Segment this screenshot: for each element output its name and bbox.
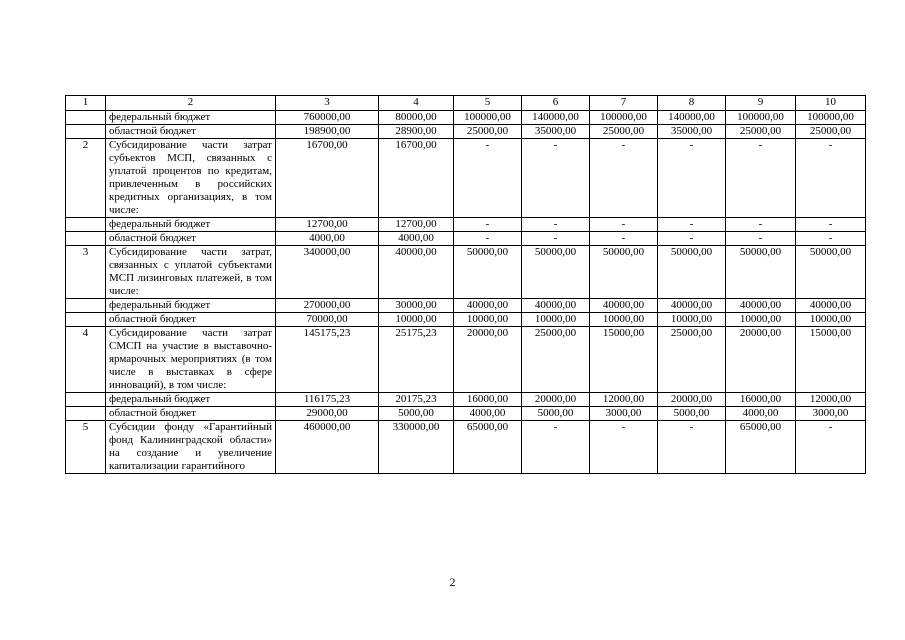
amount-cell: 16700,00 [379, 139, 454, 218]
amount-cell: - [796, 218, 866, 232]
amount-cell: 40000,00 [658, 299, 726, 313]
amount-cell: - [796, 139, 866, 218]
budget-source: областной бюджет [106, 313, 276, 327]
amount-cell: - [454, 139, 522, 218]
item-row [66, 246, 866, 299]
amount-cell: - [590, 421, 658, 474]
item-number [66, 407, 106, 421]
item-row [66, 139, 866, 218]
amount-cell: - [658, 232, 726, 246]
table-body [66, 96, 866, 474]
amount-cell: 760000,00 [276, 111, 379, 125]
amount-cell: 50000,00 [796, 246, 866, 299]
header-cell: 4 [379, 96, 454, 111]
item-number [66, 218, 106, 232]
amount-cell: 80000,00 [379, 111, 454, 125]
budget-source: федеральный бюджет [106, 299, 276, 313]
item-row [66, 327, 866, 393]
amount-cell: 12700,00 [379, 218, 454, 232]
amount-cell: 16700,00 [276, 139, 379, 218]
amount-cell: 40000,00 [796, 299, 866, 313]
item-number [66, 111, 106, 125]
amount-cell: - [522, 139, 590, 218]
budget-source-row [66, 299, 866, 313]
amount-cell: 4000,00 [726, 407, 796, 421]
amount-cell: 10000,00 [590, 313, 658, 327]
amount-cell: 100000,00 [796, 111, 866, 125]
amount-cell: - [796, 232, 866, 246]
item-number [66, 299, 106, 313]
amount-cell: 3000,00 [796, 407, 866, 421]
budget-source-row [66, 125, 866, 139]
amount-cell: - [522, 218, 590, 232]
header-cell: 10 [796, 96, 866, 111]
amount-cell: 100000,00 [454, 111, 522, 125]
amount-cell: 25000,00 [726, 125, 796, 139]
amount-cell: - [658, 421, 726, 474]
header-row [66, 96, 866, 111]
header-cell: 8 [658, 96, 726, 111]
item-number [66, 393, 106, 407]
amount-cell: - [726, 232, 796, 246]
amount-cell: 460000,00 [276, 421, 379, 474]
budget-source: областной бюджет [106, 125, 276, 139]
item-description: Субсидии фонду «Гарантийный фонд Калининградской области» на создание и увеличение капитализации гарантийного [106, 421, 276, 474]
budget-source-row [66, 393, 866, 407]
item-row [66, 421, 866, 474]
budget-source: федеральный бюджет [106, 111, 276, 125]
amount-cell: 40000,00 [379, 246, 454, 299]
amount-cell: 50000,00 [590, 246, 658, 299]
amount-cell: 10000,00 [658, 313, 726, 327]
amount-cell: - [522, 421, 590, 474]
amount-cell: 15000,00 [796, 327, 866, 393]
amount-cell: 65000,00 [726, 421, 796, 474]
amount-cell: 40000,00 [454, 299, 522, 313]
amount-cell: 3000,00 [590, 407, 658, 421]
amount-cell: 20000,00 [522, 393, 590, 407]
budget-source: областной бюджет [106, 407, 276, 421]
header-cell: 6 [522, 96, 590, 111]
header-cell: 1 [66, 96, 106, 111]
item-number: 3 [66, 246, 106, 299]
amount-cell: 40000,00 [522, 299, 590, 313]
amount-cell: - [658, 218, 726, 232]
amount-cell: 330000,00 [379, 421, 454, 474]
amount-cell: 198900,00 [276, 125, 379, 139]
amount-cell: - [590, 218, 658, 232]
amount-cell: 70000,00 [276, 313, 379, 327]
amount-cell: - [590, 139, 658, 218]
amount-cell: 20175,23 [379, 393, 454, 407]
header-cell: 9 [726, 96, 796, 111]
item-number: 4 [66, 327, 106, 393]
amount-cell: 12700,00 [276, 218, 379, 232]
amount-cell: 270000,00 [276, 299, 379, 313]
amount-cell: 140000,00 [658, 111, 726, 125]
amount-cell: 16000,00 [726, 393, 796, 407]
item-number [66, 232, 106, 246]
amount-cell: 65000,00 [454, 421, 522, 474]
page-number: 2 [449, 575, 456, 589]
amount-cell: - [658, 139, 726, 218]
amount-cell: 5000,00 [658, 407, 726, 421]
amount-cell: 25000,00 [522, 327, 590, 393]
amount-cell: 20000,00 [658, 393, 726, 407]
amount-cell: 100000,00 [590, 111, 658, 125]
amount-cell: 25000,00 [658, 327, 726, 393]
amount-cell: 25000,00 [796, 125, 866, 139]
budget-source-row [66, 218, 866, 232]
item-description: Субсидирование части затрат, связанных с уплатой субъектами МСП лизинговых платежей, в том числе: [106, 246, 276, 299]
header-cell: 5 [454, 96, 522, 111]
amount-cell: 12000,00 [796, 393, 866, 407]
amount-cell: 4000,00 [379, 232, 454, 246]
amount-cell: 4000,00 [454, 407, 522, 421]
item-number: 5 [66, 421, 106, 474]
amount-cell: 50000,00 [658, 246, 726, 299]
amount-cell: 10000,00 [454, 313, 522, 327]
amount-cell: 20000,00 [454, 327, 522, 393]
budget-source: областной бюджет [106, 232, 276, 246]
amount-cell: 40000,00 [590, 299, 658, 313]
amount-cell: 140000,00 [522, 111, 590, 125]
item-number [66, 125, 106, 139]
amount-cell: 28900,00 [379, 125, 454, 139]
budget-source: федеральный бюджет [106, 393, 276, 407]
amount-cell: 5000,00 [379, 407, 454, 421]
amount-cell: - [590, 232, 658, 246]
amount-cell: 10000,00 [379, 313, 454, 327]
amount-cell: 20000,00 [726, 327, 796, 393]
amount-cell: 4000,00 [276, 232, 379, 246]
amount-cell: 25000,00 [590, 125, 658, 139]
item-number: 2 [66, 139, 106, 218]
amount-cell: - [454, 218, 522, 232]
budget-source-row [66, 232, 866, 246]
amount-cell: - [796, 421, 866, 474]
amount-cell: 116175,23 [276, 393, 379, 407]
amount-cell: - [454, 232, 522, 246]
amount-cell: - [522, 232, 590, 246]
budget-source-row [66, 407, 866, 421]
amount-cell: 29000,00 [276, 407, 379, 421]
amount-cell: - [726, 139, 796, 218]
amount-cell: 25175,23 [379, 327, 454, 393]
header-cell: 3 [276, 96, 379, 111]
amount-cell: 5000,00 [522, 407, 590, 421]
budget-table [65, 95, 866, 474]
header-cell: 2 [106, 96, 276, 111]
amount-cell: - [726, 218, 796, 232]
item-number [66, 313, 106, 327]
amount-cell: 15000,00 [590, 327, 658, 393]
amount-cell: 35000,00 [658, 125, 726, 139]
amount-cell: 16000,00 [454, 393, 522, 407]
amount-cell: 10000,00 [796, 313, 866, 327]
amount-cell: 12000,00 [590, 393, 658, 407]
amount-cell: 40000,00 [726, 299, 796, 313]
amount-cell: 10000,00 [522, 313, 590, 327]
header-cell: 7 [590, 96, 658, 111]
budget-source-row [66, 313, 866, 327]
amount-cell: 145175,23 [276, 327, 379, 393]
amount-cell: 10000,00 [726, 313, 796, 327]
amount-cell: 100000,00 [726, 111, 796, 125]
amount-cell: 35000,00 [522, 125, 590, 139]
item-description: Субсидирование части затрат СМСП на участие в выставочно-ярмарочных мероприятиях (в том числе в выставках в сфере инноваций), в том числе: [106, 327, 276, 393]
amount-cell: 340000,00 [276, 246, 379, 299]
amount-cell: 30000,00 [379, 299, 454, 313]
amount-cell: 50000,00 [454, 246, 522, 299]
amount-cell: 50000,00 [522, 246, 590, 299]
amount-cell: 50000,00 [726, 246, 796, 299]
amount-cell: 25000,00 [454, 125, 522, 139]
budget-source: федеральный бюджет [106, 218, 276, 232]
budget-source-row [66, 111, 866, 125]
item-description: Субсидирование части затрат субъектов МСП, связанных с уплатой процентов по кредитам, привлеченным в российских кредитных организациях, в том числе: [106, 139, 276, 218]
